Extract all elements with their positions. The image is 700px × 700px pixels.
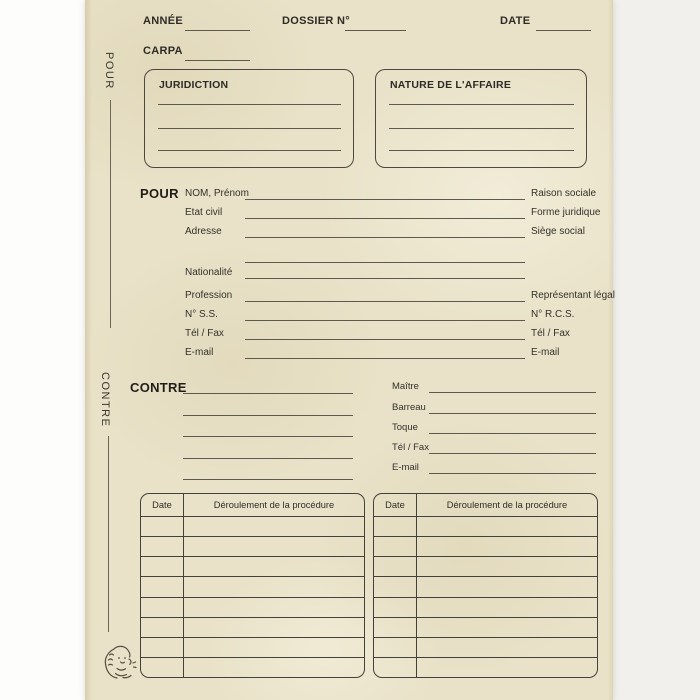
date-cell — [141, 577, 184, 596]
procedure-table-row — [141, 637, 364, 657]
pour-row — [185, 307, 605, 321]
contre-right-label: Maître — [392, 381, 419, 393]
juridiction-label: JURIDICTION — [159, 79, 229, 91]
procedure-table-row — [141, 597, 364, 617]
procedure-cell — [184, 557, 364, 576]
procedure-table-header-row — [141, 494, 364, 516]
procedure-cell — [417, 618, 597, 637]
box-write-line — [389, 128, 574, 129]
pour-row-left-label: NOM, Prénom — [185, 188, 249, 199]
contre-section-title: CONTRE — [130, 380, 187, 395]
edge-rule-contre — [108, 436, 109, 632]
pour-row-left-label: Profession — [185, 290, 233, 301]
pour-row-left-label: Tél / Fax — [185, 328, 224, 339]
contre-right-write-line — [429, 400, 596, 414]
contre-write-line — [183, 459, 353, 480]
procedure-table-row — [374, 617, 597, 637]
procedure-column-header: Déroulement de la procédure — [213, 500, 335, 510]
date-write-line — [536, 30, 591, 31]
juridiction-box — [144, 69, 354, 168]
contre-right-write-line — [429, 379, 596, 393]
date-cell — [141, 658, 184, 677]
carpa-write-line — [185, 60, 250, 61]
procedure-table-row — [374, 576, 597, 596]
procedure-table-row — [374, 536, 597, 556]
procedure-table — [373, 493, 598, 678]
edge-tab-contre: CONTRE — [99, 372, 111, 428]
contre-left-lines — [183, 373, 353, 480]
nature-affaire-box — [375, 69, 587, 168]
date-cell — [141, 638, 184, 657]
pour-row — [185, 186, 605, 200]
contre-write-line — [183, 373, 353, 394]
carpa-label: CARPA — [143, 45, 183, 57]
contre-right-label: Tél / Fax — [392, 442, 429, 454]
pour-row-right-label: E-mail — [531, 347, 560, 358]
pour-row-right-label: Représentant légal — [531, 290, 615, 301]
pour-row-write-line — [245, 326, 525, 340]
contre-right-rows — [392, 373, 596, 474]
date-cell — [141, 618, 184, 637]
contre-write-line — [183, 416, 353, 437]
procedure-table-row — [141, 516, 364, 536]
date-cell — [141, 598, 184, 617]
procedure-cell — [184, 577, 364, 596]
box-write-line — [389, 104, 574, 105]
pour-row-write-line — [245, 288, 525, 302]
pour-row — [185, 265, 605, 279]
edge-tab-pour: POUR — [103, 52, 115, 90]
contre-right-row — [392, 373, 596, 393]
pour-row-write-line — [245, 186, 525, 200]
pour-row-left-label: Nationalité — [185, 267, 233, 278]
pour-row-write-line — [245, 307, 525, 321]
procedure-table-row — [374, 556, 597, 576]
date-column-header: Date — [374, 494, 417, 516]
date-cell — [141, 557, 184, 576]
pour-row — [185, 249, 605, 263]
contre-right-row — [392, 434, 596, 454]
date-cell — [374, 618, 417, 637]
pour-row-left-label: E-mail — [185, 347, 214, 358]
date-cell — [141, 537, 184, 556]
procedure-table-header-row — [374, 494, 597, 516]
contre-right-label: Toque — [392, 421, 418, 433]
pour-row — [185, 224, 605, 238]
contre-right-write-line — [429, 460, 596, 474]
annee-label: ANNÉE — [143, 15, 184, 27]
contre-right-row — [392, 393, 596, 413]
procedure-cell — [417, 577, 597, 596]
dossier-number-label: DOSSIER N° — [282, 15, 350, 27]
doodle-face-stamp-icon — [100, 642, 142, 691]
pour-row-right-label: N° R.C.S. — [531, 309, 575, 320]
pour-row — [185, 326, 605, 340]
pour-row-write-line — [245, 345, 525, 359]
procedure-cell — [417, 537, 597, 556]
procedure-cell — [184, 517, 364, 536]
procedure-cell — [184, 537, 364, 556]
box-write-line — [158, 150, 341, 151]
date-label: DATE — [500, 15, 531, 27]
procedure-table-row — [374, 516, 597, 536]
procedure-table — [140, 493, 365, 678]
procedure-cell — [417, 517, 597, 536]
pour-section-title: POUR — [140, 186, 179, 201]
pour-row-right-label: Forme juridique — [531, 207, 601, 218]
procedure-cell — [417, 598, 597, 617]
pour-row-write-line — [245, 224, 525, 238]
pour-row-right-label: Siège social — [531, 226, 585, 237]
contre-right-write-line — [429, 440, 596, 454]
edge-rule-pour — [110, 100, 111, 328]
box-write-line — [389, 150, 574, 151]
date-cell — [374, 638, 417, 657]
date-cell — [374, 598, 417, 617]
procedure-cell — [184, 598, 364, 617]
contre-write-line — [183, 394, 353, 415]
procedure-table-row — [374, 657, 597, 677]
pour-row-write-line — [245, 265, 525, 279]
procedure-cell — [417, 658, 597, 677]
procedure-cell — [184, 638, 364, 657]
contre-right-row — [392, 414, 596, 434]
pour-row — [185, 205, 605, 219]
date-cell — [374, 577, 417, 596]
box-write-line — [158, 128, 341, 129]
date-cell — [374, 658, 417, 677]
contre-right-write-line — [429, 420, 596, 434]
pour-row-write-line — [245, 249, 525, 263]
procedure-column-header: Déroulement de la procédure — [446, 500, 568, 510]
procedure-table-row — [141, 536, 364, 556]
nature-affaire-label: NATURE DE L'AFFAIRE — [390, 79, 512, 91]
pour-row-left-label: Etat civil — [185, 207, 223, 218]
procedure-table-row — [374, 637, 597, 657]
procedure-cell — [184, 618, 364, 637]
pour-row-write-line — [245, 205, 525, 219]
procedure-cell — [184, 658, 364, 677]
pour-row-left-label: Adresse — [185, 226, 222, 237]
pour-row — [185, 345, 605, 359]
date-cell — [374, 537, 417, 556]
date-column-header: Date — [141, 494, 184, 516]
pour-row-right-label: Tél / Fax — [531, 328, 570, 339]
procedure-table-row — [141, 576, 364, 596]
date-cell — [141, 517, 184, 536]
pour-row — [185, 288, 615, 302]
contre-right-label: Barreau — [392, 401, 426, 413]
date-cell — [374, 557, 417, 576]
procedure-cell — [417, 557, 597, 576]
annee-write-line — [185, 30, 250, 31]
procedure-table-row — [141, 556, 364, 576]
contre-write-line — [183, 437, 353, 458]
procedure-table-row — [141, 657, 364, 677]
box-write-line — [158, 104, 341, 105]
procedure-table-row — [374, 597, 597, 617]
procedure-table-row — [141, 617, 364, 637]
dossier-number-write-line — [345, 30, 406, 31]
pour-row-left-label: N° S.S. — [185, 309, 218, 320]
contre-right-label: E-mail — [392, 462, 419, 474]
procedure-cell — [417, 638, 597, 657]
pour-row-right-label: Raison sociale — [531, 188, 597, 199]
contre-right-row — [392, 454, 596, 474]
dossier-cover-paper — [85, 0, 613, 700]
date-cell — [374, 517, 417, 536]
